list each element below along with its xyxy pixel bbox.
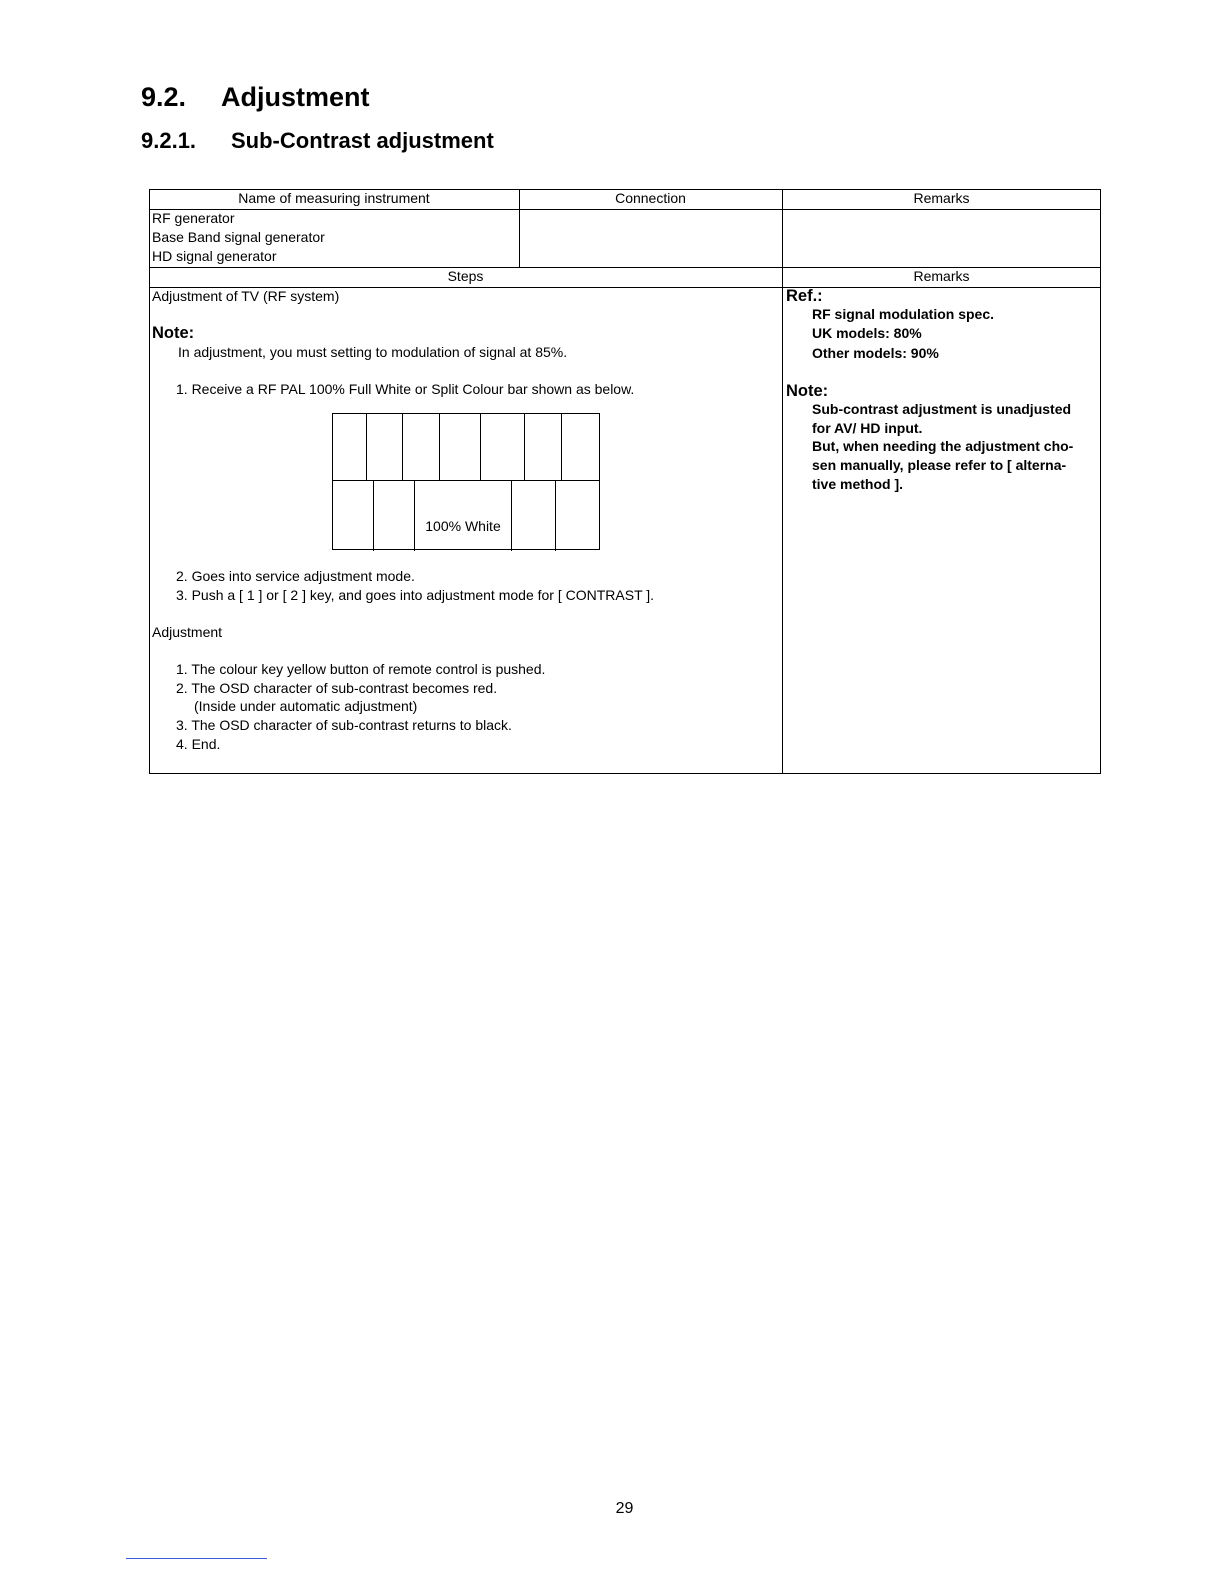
- prep-step: 2. Goes into service adjustment mode.: [176, 568, 415, 584]
- adjust-step-continuation: (Inside under automatic adjustment): [194, 698, 418, 714]
- adjustment-label: Adjustment: [152, 624, 223, 640]
- header-steps: Steps: [447, 268, 484, 284]
- header-remarks: Remarks: [913, 190, 970, 206]
- instrument-item: RF generator: [152, 210, 235, 226]
- adjust-step: 3. The OSD character of sub-contrast returns to black.: [176, 717, 512, 733]
- remarks-note-line: sen manually, please refer to [ alterna-: [812, 457, 1067, 473]
- remarks-note-line: Sub-contrast adjustment is unadjusted: [812, 401, 1072, 417]
- bar-divider: [561, 414, 562, 480]
- instrument-item: HD signal generator: [152, 248, 277, 264]
- ref-line: RF signal modulation spec.: [812, 306, 995, 322]
- subsection-title: Sub-Contrast adjustment: [231, 128, 494, 153]
- remarks-note-label: Note:: [786, 382, 829, 400]
- bar-divider: [511, 480, 512, 551]
- page-number: 29: [615, 1500, 634, 1517]
- ref-label: Ref.:: [786, 287, 823, 305]
- white-bar-label: 100% White: [425, 518, 501, 534]
- remarks-note-line: But, when needing the adjustment cho-: [812, 438, 1074, 454]
- subsection-heading: [141, 128, 494, 154]
- steps-note-text: In adjustment, you must setting to modulation of signal at 85%.: [178, 344, 568, 360]
- ref-line: UK models: 80%: [812, 325, 922, 341]
- bar-divider: [524, 414, 525, 480]
- bar-divider: [402, 414, 403, 480]
- section-heading: [141, 82, 370, 113]
- remarks-note-line: tive method ].: [812, 476, 904, 492]
- prep-step: 3. Push a [ 1 ] or [ 2 ] key, and goes into adjustment mode for [ CONTRAST ].: [176, 587, 655, 603]
- adjust-step: 2. The OSD character of sub-contrast becomes red.: [176, 680, 498, 696]
- bar-divider: [373, 480, 374, 551]
- bar-divider: [366, 414, 367, 480]
- instrument-item: Base Band signal generator: [152, 229, 325, 245]
- ref-line: Other models: 90%: [812, 345, 939, 361]
- bar-divider: [439, 414, 440, 480]
- header-remarks-2: Remarks: [913, 268, 970, 284]
- section-number: 9.2.: [141, 82, 187, 112]
- colour-bar-diagram: [332, 413, 600, 550]
- bar-divider: [414, 480, 415, 551]
- bar-divider: [555, 480, 556, 551]
- adjust-step: 1. The colour key yellow button of remote control is pushed.: [176, 661, 546, 677]
- bar-divider: [480, 414, 481, 480]
- remarks-note-line: for AV/ HD input.: [812, 420, 923, 436]
- steps-intro: Adjustment of TV (RF system): [152, 288, 340, 304]
- steps-note-label: Note:: [152, 324, 195, 342]
- adjust-step: 4. End.: [176, 736, 221, 752]
- prep-step: 1. Receive a RF PAL 100% Full White or Split Colour bar shown as below.: [176, 381, 635, 397]
- table-divider: [149, 209, 1101, 210]
- section-title: Adjustment: [221, 82, 370, 112]
- header-connection: Connection: [615, 190, 686, 206]
- header-instrument: Name of measuring instrument: [238, 190, 430, 206]
- subsection-number: 9.2.1.: [141, 128, 197, 153]
- footer-rule: [126, 1558, 267, 1559]
